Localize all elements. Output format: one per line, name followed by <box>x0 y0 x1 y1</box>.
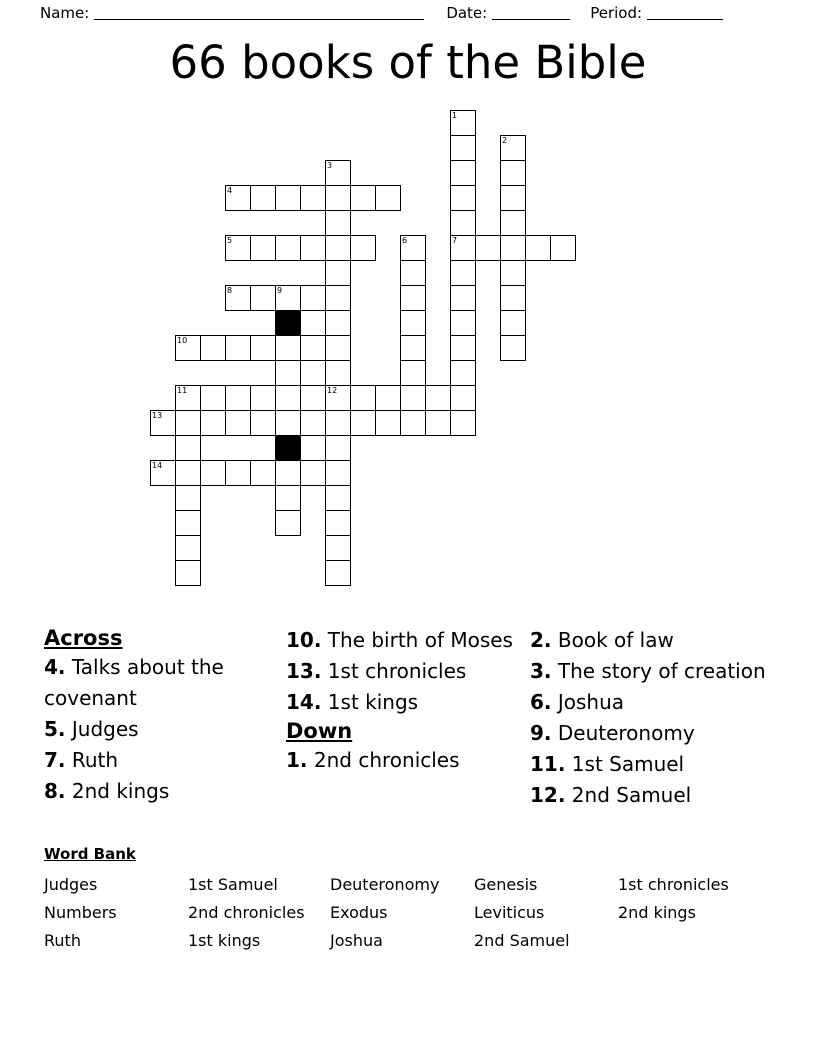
grid-cell-blocked <box>275 310 301 336</box>
clue-number: 1. <box>286 748 308 772</box>
grid-cell-blocked <box>275 435 301 461</box>
grid-cell[interactable] <box>325 410 351 436</box>
page-title: 66 books of the Bible <box>169 36 647 89</box>
grid-cell[interactable] <box>325 560 351 586</box>
clue-text: 2nd kings <box>71 779 170 803</box>
clues-section <box>44 625 784 840</box>
grid-cell[interactable] <box>175 535 201 561</box>
grid-cell-number: 14 <box>152 461 163 470</box>
grid-cell[interactable] <box>400 310 426 336</box>
grid-cell[interactable] <box>400 285 426 311</box>
grid-cell[interactable] <box>500 210 526 236</box>
grid-cell-number: 3 <box>327 161 333 170</box>
grid-cell[interactable] <box>450 310 476 336</box>
grid-cell[interactable] <box>500 310 526 336</box>
grid-cell[interactable] <box>325 485 351 511</box>
grid-cell[interactable] <box>250 385 276 411</box>
grid-cell-number: 2 <box>502 136 508 145</box>
word-bank-title: Word Bank <box>44 845 136 863</box>
grid-cell[interactable] <box>325 260 351 286</box>
grid-cell[interactable] <box>225 460 251 486</box>
student-info-header <box>0 0 816 26</box>
across-heading: Across <box>44 626 123 650</box>
clue-number: 10. <box>286 628 322 652</box>
grid-cell[interactable] <box>450 135 476 161</box>
grid-cell[interactable] <box>350 410 376 436</box>
word-bank-row <box>44 927 784 955</box>
grid-cell[interactable] <box>325 335 351 361</box>
grid-cell[interactable] <box>225 385 251 411</box>
grid-cell-number: 8 <box>227 286 233 295</box>
word-bank-word[interactable]: 2nd Samuel <box>474 931 570 950</box>
grid-cell[interactable] <box>450 360 476 386</box>
clue-across-13 <box>286 656 526 687</box>
word-bank-word[interactable]: 2nd kings <box>618 903 696 922</box>
clue-text: 2nd Samuel <box>571 783 692 807</box>
grid-cell[interactable] <box>450 335 476 361</box>
grid-cell[interactable] <box>425 385 451 411</box>
word-bank-row <box>44 871 784 899</box>
grid-cell[interactable] <box>400 385 426 411</box>
grid-cell[interactable] <box>175 460 201 486</box>
grid-cell[interactable] <box>325 385 351 411</box>
grid-cell-number: 5 <box>227 236 233 245</box>
clue-text: Judges <box>71 717 139 741</box>
clue-number: 14. <box>286 690 322 714</box>
grid-cell[interactable] <box>525 235 551 261</box>
clue-text: The story of creation <box>557 659 766 683</box>
grid-cell-number: 11 <box>177 386 188 395</box>
grid-cell[interactable] <box>400 235 426 261</box>
grid-cell[interactable] <box>175 410 201 436</box>
word-bank-word[interactable]: Genesis <box>474 875 538 894</box>
grid-cell-number: 12 <box>327 386 338 395</box>
word-bank-empty <box>618 927 768 955</box>
date-label: Date: <box>446 4 488 22</box>
grid-cell[interactable] <box>500 185 526 211</box>
clue-number: 8. <box>44 779 66 803</box>
grid-cell[interactable] <box>275 235 301 261</box>
grid-cell[interactable] <box>300 460 326 486</box>
grid-cell[interactable] <box>325 210 351 236</box>
grid-cell[interactable] <box>450 210 476 236</box>
grid-cell[interactable] <box>450 260 476 286</box>
word-bank-word[interactable]: 1st chronicles <box>618 875 729 894</box>
grid-cell[interactable] <box>400 360 426 386</box>
grid-cell-number: 1 <box>452 111 458 120</box>
grid-cell[interactable] <box>150 460 176 486</box>
grid-cell[interactable] <box>450 385 476 411</box>
grid-cell[interactable] <box>250 460 276 486</box>
grid-cell[interactable] <box>275 510 301 536</box>
grid-cell[interactable] <box>325 360 351 386</box>
grid-cell[interactable] <box>450 160 476 186</box>
grid-cell[interactable] <box>550 235 576 261</box>
grid-cell[interactable] <box>300 235 326 261</box>
clue-number: 12. <box>530 783 566 807</box>
grid-cell[interactable] <box>175 435 201 461</box>
grid-cell[interactable] <box>325 460 351 486</box>
grid-cell[interactable] <box>325 510 351 536</box>
grid-cell-number: 7 <box>452 236 458 245</box>
clue-across-7 <box>44 745 274 776</box>
down-heading: Down <box>286 719 353 743</box>
clue-number: 3. <box>530 659 552 683</box>
grid-cell[interactable] <box>500 160 526 186</box>
grid-cell[interactable] <box>250 335 276 361</box>
clue-text: 1st kings <box>327 690 419 714</box>
clue-text: Talks about the covenant <box>44 655 224 710</box>
grid-cell[interactable] <box>375 185 401 211</box>
grid-cell[interactable] <box>225 410 251 436</box>
clue-text: Book of law <box>557 628 674 652</box>
clue-text: The birth of Moses <box>327 628 513 652</box>
clue-number: 13. <box>286 659 322 683</box>
period-label: Period: <box>590 4 643 22</box>
grid-cell[interactable] <box>275 410 301 436</box>
grid-cell[interactable] <box>300 335 326 361</box>
clue-down-6 <box>530 687 780 718</box>
grid-cell[interactable] <box>175 385 201 411</box>
grid-cell[interactable] <box>475 235 501 261</box>
grid-cell[interactable] <box>375 385 401 411</box>
grid-cell[interactable] <box>275 360 301 386</box>
clue-text: 1st Samuel <box>571 752 685 776</box>
grid-cell[interactable] <box>325 235 351 261</box>
grid-cell[interactable] <box>450 285 476 311</box>
grid-cell[interactable] <box>300 410 326 436</box>
grid-cell[interactable] <box>325 160 351 186</box>
grid-cell[interactable] <box>275 185 301 211</box>
grid-cell[interactable] <box>400 335 426 361</box>
grid-cell[interactable] <box>225 235 251 261</box>
grid-cell[interactable] <box>400 260 426 286</box>
grid-cell[interactable] <box>450 110 476 136</box>
word-bank-word[interactable]: Joshua <box>330 931 383 950</box>
grid-cell-number: 9 <box>277 286 283 295</box>
grid-cell[interactable] <box>300 285 326 311</box>
clue-number: 6. <box>530 690 552 714</box>
grid-cell[interactable] <box>325 435 351 461</box>
grid-cell[interactable] <box>450 410 476 436</box>
clue-number: 11. <box>530 752 566 776</box>
grid-cell[interactable] <box>275 285 301 311</box>
clue-text: 2nd chronicles <box>313 748 460 772</box>
period-blank-line[interactable] <box>647 7 723 20</box>
grid-cell[interactable] <box>325 185 351 211</box>
grid-cell[interactable] <box>300 385 326 411</box>
word-bank-word[interactable]: Numbers <box>44 903 117 922</box>
grid-cell[interactable] <box>350 235 376 261</box>
grid-cell[interactable] <box>350 385 376 411</box>
grid-cell[interactable] <box>275 485 301 511</box>
grid-cell[interactable] <box>175 335 201 361</box>
clue-down-1 <box>286 745 526 776</box>
clue-number: 5. <box>44 717 66 741</box>
clue-down-9 <box>530 718 780 749</box>
clue-number: 4. <box>44 655 66 679</box>
grid-cell[interactable] <box>500 335 526 361</box>
grid-cell[interactable] <box>300 310 326 336</box>
word-bank-rows <box>44 871 784 955</box>
clue-across-10 <box>286 625 526 656</box>
grid-cell[interactable] <box>375 410 401 436</box>
grid-cell[interactable] <box>425 410 451 436</box>
grid-cell[interactable] <box>500 135 526 161</box>
word-bank-word[interactable]: 2nd chronicles <box>188 903 305 922</box>
grid-cell[interactable] <box>500 285 526 311</box>
clue-down-12 <box>530 780 780 811</box>
word-bank-word[interactable]: 1st Samuel <box>188 875 278 894</box>
word-bank-word[interactable]: Deuteronomy <box>330 875 440 894</box>
word-bank-word[interactable]: Leviticus <box>474 903 545 922</box>
crossword-grid[interactable] <box>0 105 816 625</box>
grid-cell[interactable] <box>350 185 376 211</box>
grid-cell[interactable] <box>500 235 526 261</box>
grid-cell[interactable] <box>225 335 251 361</box>
grid-cell-number: 13 <box>152 411 163 420</box>
date-blank-line[interactable] <box>492 7 570 20</box>
grid-cell[interactable] <box>225 285 251 311</box>
grid-cell[interactable] <box>250 410 276 436</box>
clue-down-11 <box>530 749 780 780</box>
clue-across-14 <box>286 687 526 718</box>
grid-cell[interactable] <box>150 410 176 436</box>
word-bank-word[interactable]: Judges <box>44 875 98 894</box>
grid-cell[interactable] <box>450 235 476 261</box>
grid-cell[interactable] <box>250 185 276 211</box>
grid-cell[interactable] <box>175 560 201 586</box>
clues-column-3 <box>530 625 780 811</box>
clue-down-2 <box>530 625 780 656</box>
grid-cell[interactable] <box>275 460 301 486</box>
word-bank-word[interactable]: Ruth <box>44 931 81 950</box>
grid-cell[interactable] <box>325 285 351 311</box>
grid-cell[interactable] <box>175 510 201 536</box>
clue-across-4 <box>44 652 274 714</box>
clues-column-1 <box>44 625 274 807</box>
clues-column-2 <box>286 625 526 776</box>
grid-cell[interactable] <box>175 485 201 511</box>
grid-cell[interactable] <box>275 385 301 411</box>
grid-cell[interactable] <box>325 535 351 561</box>
name-label: Name: <box>40 4 90 22</box>
clue-text: Joshua <box>557 690 625 714</box>
clue-text: Ruth <box>71 748 119 772</box>
grid-cell[interactable] <box>300 185 326 211</box>
grid-cell[interactable] <box>250 285 276 311</box>
grid-cell-number: 4 <box>227 186 233 195</box>
clue-number: 2. <box>530 628 552 652</box>
clue-number: 9. <box>530 721 552 745</box>
grid-cell[interactable] <box>250 235 276 261</box>
clue-down-3 <box>530 656 780 687</box>
grid-cell[interactable] <box>325 310 351 336</box>
clue-across-5 <box>44 714 274 745</box>
grid-cell[interactable] <box>225 185 251 211</box>
grid-cell[interactable] <box>200 385 226 411</box>
clue-number: 7. <box>44 748 66 772</box>
grid-cell[interactable] <box>400 410 426 436</box>
word-bank-word[interactable]: 1st kings <box>188 931 261 950</box>
word-bank-row <box>44 899 784 927</box>
grid-cell[interactable] <box>275 335 301 361</box>
clue-text: 1st chronicles <box>327 659 467 683</box>
grid-cell-number: 6 <box>402 236 408 245</box>
word-bank <box>44 845 784 955</box>
grid-cell[interactable] <box>200 410 226 436</box>
name-blank-line[interactable] <box>94 7 424 20</box>
grid-cell-number: 10 <box>177 336 188 345</box>
grid-cell[interactable] <box>500 260 526 286</box>
clue-text: Deuteronomy <box>557 721 695 745</box>
grid-cell[interactable] <box>200 335 226 361</box>
grid-cell[interactable] <box>450 185 476 211</box>
word-bank-word[interactable]: Exodus <box>330 903 388 922</box>
grid-cell[interactable] <box>200 460 226 486</box>
clue-across-8 <box>44 776 274 807</box>
